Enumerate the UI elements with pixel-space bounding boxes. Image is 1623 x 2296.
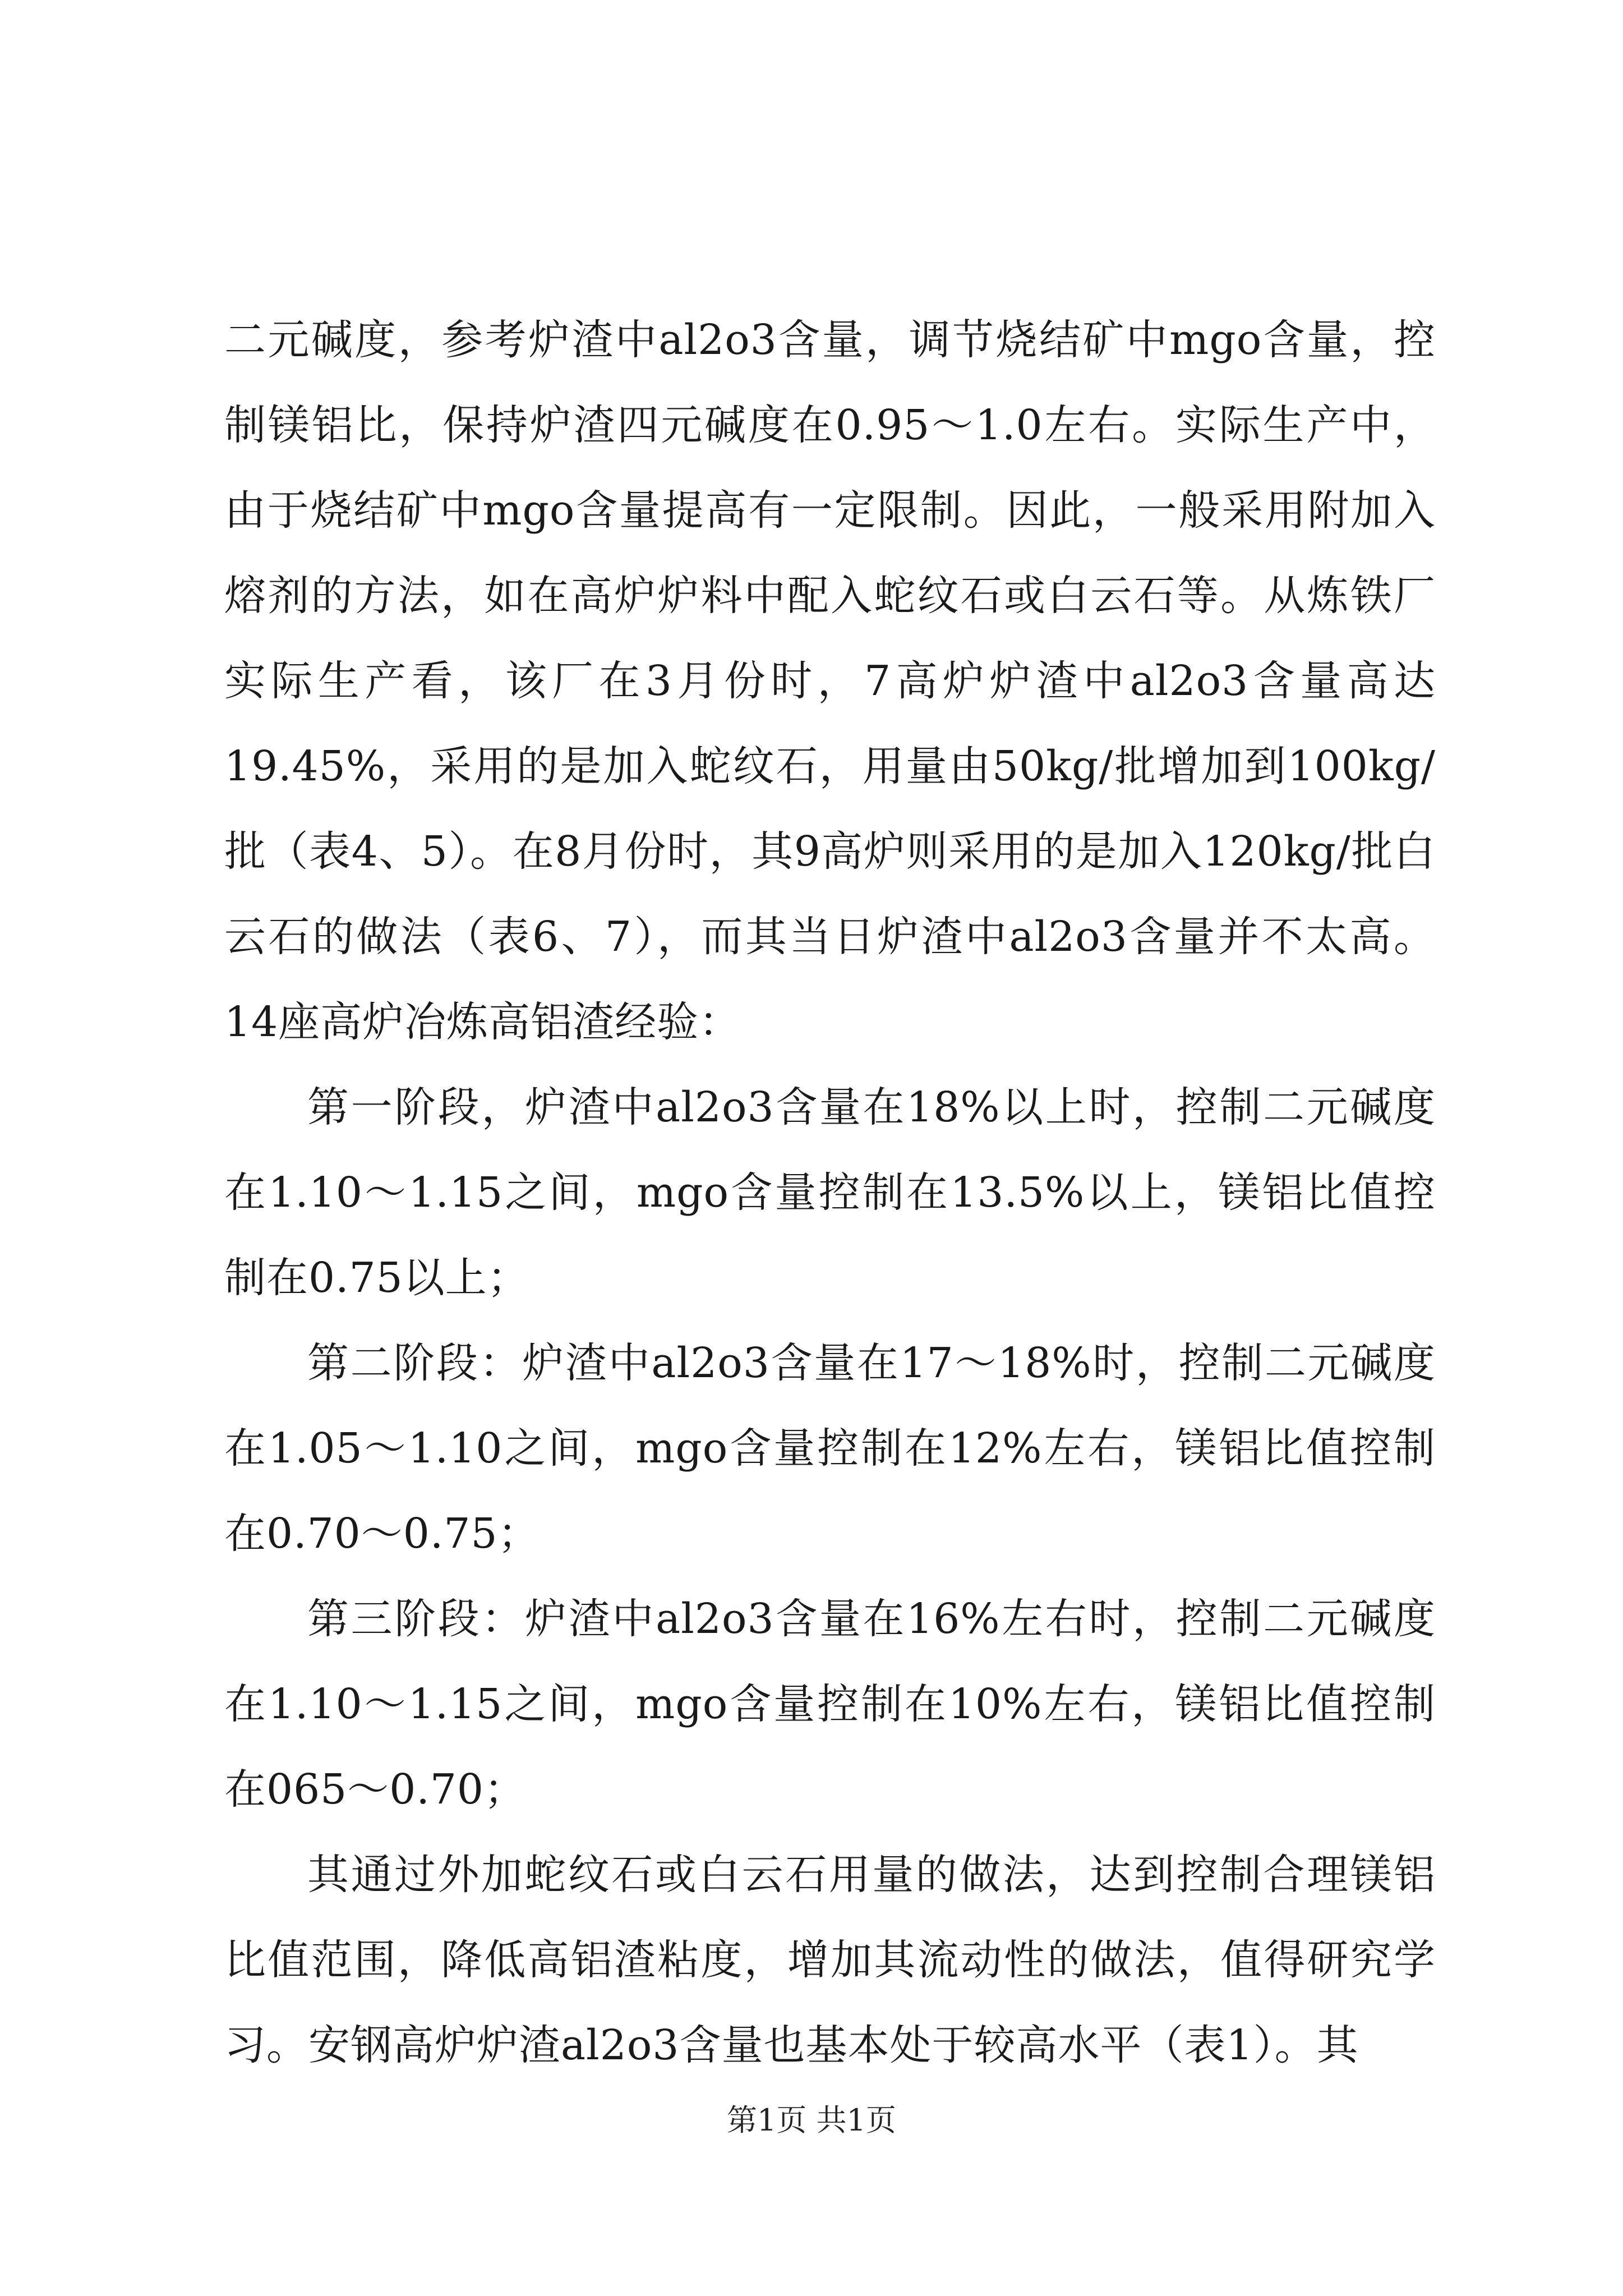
paragraph-conclusion: 其通过外加蛇纹石或白云石用量的做法，达到控制合理镁铝比值范围，降低高铝渣粘度，增加其流动性的做法，值得研究学习。安钢高炉炉渣al2o3含量也基本处于较高水平（表1）。其 [224,1851,1436,2069]
paragraph-stage-three: 第三阶段：炉渣中al2o3含量在16%左右时，控制二元碱度在1.10～1.15之间，mgo含量控制在10%左右，镁铝比值控制在065～0.70； [224,1595,1436,1814]
paragraph-intro: 二元碱度，参考炉渣中al2o3含量，调节烧结矿中mgo含量，控制镁铝比，保持炉渣四元碱度在0.95～1.0左右。实际生产中，由于烧结矿中mgo含量提高有一定限制。因此，一般采用附加入熔剂的方法，如在高炉炉料中配入蛇纹石或白云石等。从炼铁厂实际生产看，该厂在3月份时，7高炉炉渣中al2o3含量高达19.45%，采用的是加入蛇纹石，用量由50kg/批增加到100kg/批（表4、5）。在8月份时，其9高炉则采用的是加入120kg/批白云石的做法（表6、7），而其当日炉渣中al2o3含量并不太高。14座高炉冶炼高铝渣经验： [224,316,1436,1046]
paragraph-stage-two: 第二阶段：炉渣中al2o3含量在17～18%时，控制二元碱度在1.05～1.10之间，mgo含量控制在12%左右，镁铝比值控制在0.70～0.75； [224,1339,1436,1558]
paragraph-stage-one: 第一阶段，炉渣中al2o3含量在18%以上时，控制二元碱度在1.10～1.15之间，mgo含量控制在13.5%以上，镁铝比值控制在0.75以上； [224,1083,1436,1302]
document-body [224,297,1436,2088]
page-footer: 第1页 共1页 [727,2102,896,2138]
